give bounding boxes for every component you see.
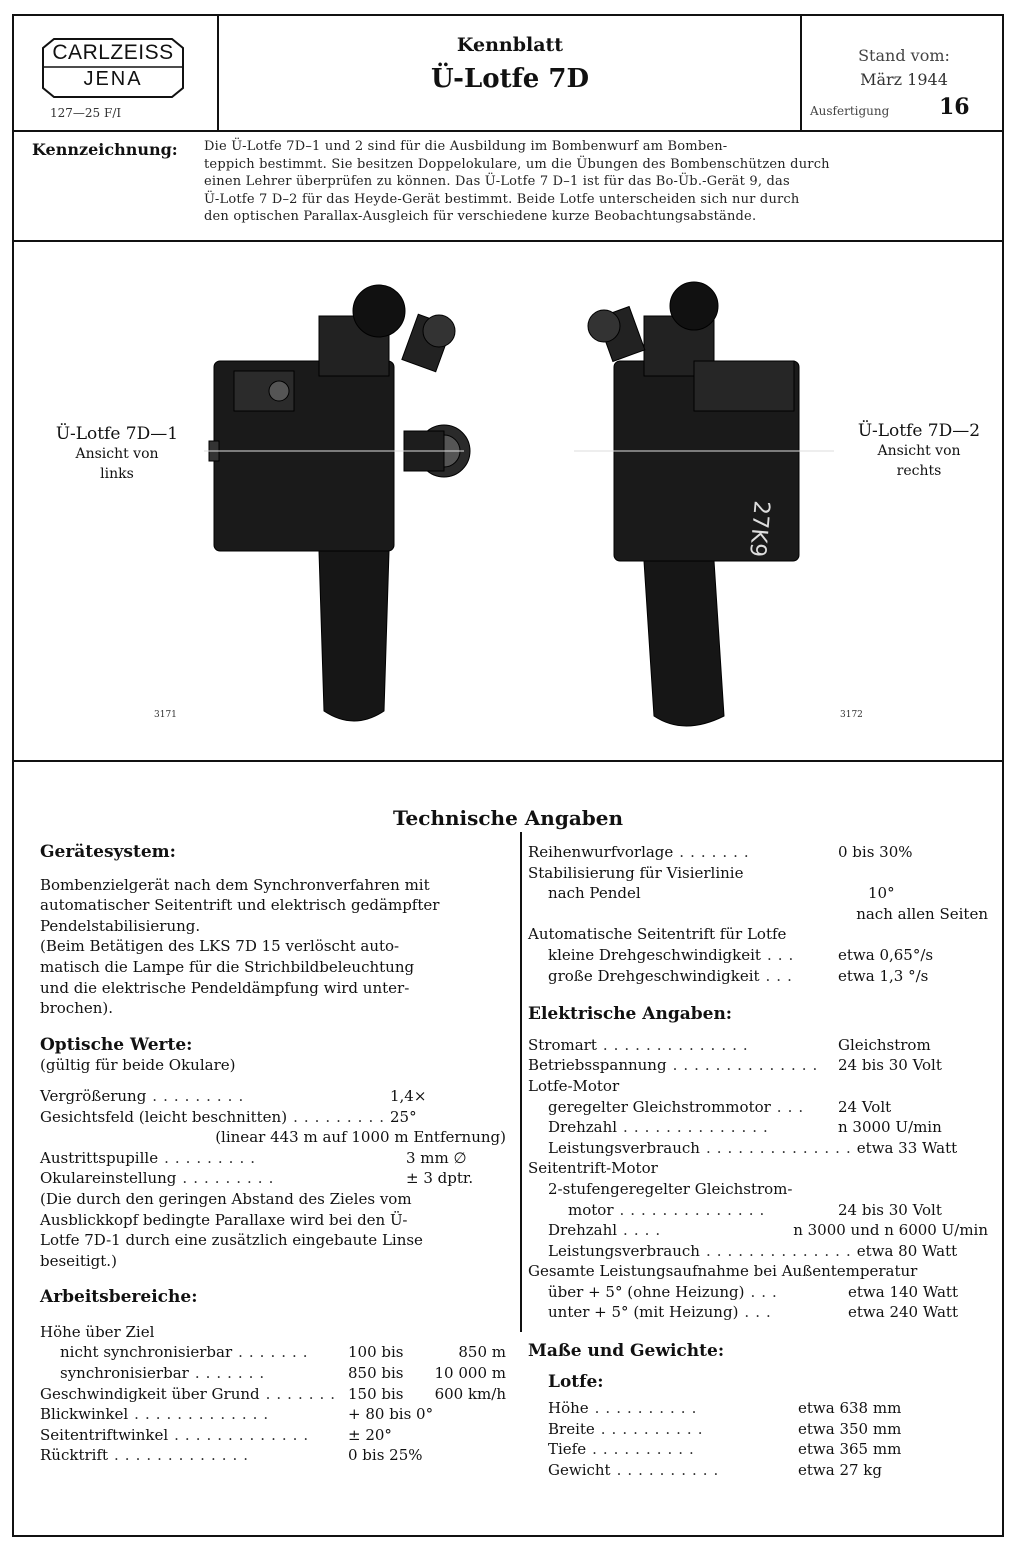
range-from: + 80 bis 0°	[348, 1405, 434, 1424]
ausfertigung-number: 16	[939, 94, 970, 120]
caption-left	[32, 424, 202, 484]
auto-label: Automatische Seitentrift für Lotfe	[528, 925, 787, 944]
spec-row: Vergrößerung ......... 1,4×	[40, 1086, 450, 1107]
photo-number-left: 3171	[154, 710, 177, 720]
spec-value: Gleichstrom	[838, 1035, 931, 1054]
spec-label: Tiefe	[548, 1440, 587, 1459]
range-from: 0 bis 25%	[348, 1446, 423, 1465]
spec-value: n 3000 und n 6000 U/min	[793, 1221, 988, 1240]
text-line: automatischer Seitentrift und elektrisch gedämpfter	[40, 896, 440, 915]
spec-row: unter + 5° (mit Heizung) ... etwa 240 Watt	[528, 1302, 988, 1323]
device-title: Ü-Lotfe 7D	[430, 64, 590, 94]
range-label: Geschwindigkeit über Grund	[40, 1384, 260, 1403]
spec-label: über + 5° (ohne Heizung)	[548, 1282, 745, 1301]
spec-label: unter + 5° (mit Heizung)	[548, 1303, 739, 1322]
spec-row: Gesichtsfeld (leicht beschnitten) ......... 25°	[40, 1107, 450, 1128]
seitentrift-motor-label: Seitentrift-Motor	[528, 1159, 658, 1178]
spec-value: 25°	[390, 1107, 417, 1126]
hoehe-label: Höhe über Ziel	[40, 1322, 155, 1341]
spec-row: Höhe .......... etwa 638 mm	[528, 1398, 928, 1419]
text-line: matisch die Lampe für die Strichbildbeleuchtung	[40, 957, 415, 976]
logo-text-bottom: JENA	[83, 68, 143, 90]
spec-label: Reihenwurfvorlage	[528, 843, 674, 861]
caption-right-title: Ü-Lotfe 7D—2	[857, 421, 981, 441]
masse-heading: Maße und Gewichte:	[528, 1341, 725, 1362]
spec-value: etwa 27 kg	[798, 1461, 883, 1480]
spec-row: Stromart .............. Gleichstrom	[528, 1035, 988, 1056]
document-code: 127—25 F/I	[50, 106, 122, 120]
spec-row: Drehzahl .... n 3000 und n 6000 U/min	[528, 1220, 988, 1241]
lotfe-sub-heading: Lotfe:	[548, 1371, 604, 1392]
kennzeichnung-line: Ü-Lotfe 7 D–2 für das Heyde-Gerät bestimmt. Beide Lotfe unterscheiden sich nur durch	[204, 191, 800, 207]
kennzeichnung-label: Kennzeichnung:	[32, 140, 178, 159]
optische-sub: (gültig für beide Okulare)	[40, 1056, 236, 1075]
spec-row: Breite .......... etwa 350 mm	[528, 1419, 928, 1440]
photo-marking-text: 27K9	[744, 499, 774, 559]
tech-title: Technische Angaben	[392, 806, 624, 830]
kennzeichnung-divider	[14, 240, 1002, 242]
photo-lotfe-7d1	[204, 271, 474, 741]
kennzeichnung-line: teppich bestimmt. Sie besitzen Doppelokulare, um die Übungen des Bombenschützen durch	[204, 156, 830, 172]
text-line: (Die durch den geringen Abstand des Zieles vom	[40, 1189, 412, 1208]
stand-label: Stand vom:	[858, 46, 950, 65]
spec-label: Leistungsverbrauch	[548, 1138, 700, 1157]
lotfe-motor-label: Lotfe-Motor	[528, 1076, 620, 1095]
spec-label: Drehzahl	[548, 1221, 618, 1240]
spec-value: etwa 350 mm	[798, 1419, 902, 1438]
arbeitsbereiche-heading: Arbeitsbereiche:	[40, 1287, 198, 1308]
caption-right-sub1: Ansicht von	[877, 443, 961, 459]
range-row: Seitentriftwinkel ............. ± 20°	[40, 1425, 506, 1446]
spec-label: Leistungsverbrauch	[548, 1241, 700, 1260]
spec-row: über + 5° (ohne Heizung) ... etwa 140 Watt	[528, 1282, 988, 1303]
photo-divider	[14, 760, 1002, 762]
spec-label: Austrittspupille	[40, 1148, 159, 1167]
spec-value: n 3000 U/min	[838, 1118, 942, 1137]
spec-row: Gewicht .......... etwa 27 kg	[528, 1460, 928, 1481]
photo-number-right: 3172	[840, 710, 863, 720]
text-line: beseitigt.)	[40, 1251, 117, 1270]
range-row: nicht synchronisierbar ....... 100 bis 850 m	[40, 1342, 506, 1363]
spec-value: etwa 80 Watt	[856, 1241, 958, 1260]
kennzeichnung-line: den optischen Parallax-Ausgleich für verschiedene kurze Beobachtungsabstände.	[204, 209, 757, 224]
stufen-label: 2-stufengeregelter Gleichstrom-	[548, 1179, 793, 1198]
stand-date: März 1944	[860, 70, 948, 89]
kennzeichnung-line: einen Lehrer überprüfen zu können. Das Ü-Lotfe 7 D–1 ist für das Bo-Üb.-Gerät 9, das	[204, 174, 790, 189]
column-divider	[520, 832, 522, 1332]
header-divider	[14, 130, 1002, 132]
range-to: 850 m	[458, 1343, 506, 1362]
linear-note: (linear 443 m auf 1000 m Entfernung)	[215, 1128, 506, 1147]
spec-label: geregelter Gleichstrommotor	[548, 1097, 771, 1116]
zeiss-logo	[42, 38, 184, 98]
logo-text-top: CARLZEISS	[52, 41, 174, 64]
tech-left-column	[40, 842, 506, 1466]
range-from: 850 bis	[348, 1364, 404, 1383]
spec-value: etwa 365 mm	[798, 1440, 902, 1459]
spec-value: etwa 638 mm	[798, 1399, 902, 1418]
photo-lotfe-7d2	[574, 271, 834, 741]
range-label: nicht synchronisierbar	[60, 1343, 233, 1362]
range-label: Blickwinkel	[40, 1405, 129, 1424]
stab-value-2: nach allen Seiten	[856, 904, 988, 923]
range-from: 100 bis	[348, 1343, 404, 1362]
spec-label: Höhe	[548, 1399, 589, 1418]
spec-label: große Drehgeschwindigkeit	[548, 966, 760, 985]
text-line: brochen).	[40, 999, 114, 1018]
spec-row: Betriebsspannung .............. 24 bis 30 Volt	[528, 1055, 988, 1076]
spec-row: Reihenwurfvorlage ....... 0 bis 30%	[528, 842, 988, 863]
spec-value: 24 bis 30 Volt	[838, 1200, 942, 1219]
range-label: Seitentriftwinkel	[40, 1425, 169, 1444]
range-from: ± 20°	[348, 1425, 392, 1444]
text-line: Lotfe 7D-1 durch eine zusätzlich eingebaute Linse	[40, 1231, 423, 1250]
gesamt-label: Gesamte Leistungsaufnahme bei Außentemperatur	[528, 1262, 918, 1281]
text-line: (Beim Betätigen des LKS 7D 15 verlöscht auto-	[40, 937, 400, 956]
optische-heading: Optische Werte:	[40, 1034, 193, 1055]
spec-row: Leistungsverbrauch .............. etwa 80 Watt	[528, 1241, 988, 1262]
caption-right-sub2: rechts	[896, 463, 942, 479]
kennzeichnung-line: Die Ü-Lotfe 7D–1 und 2 sind für die Ausbildung im Bombenwurf am Bomben-	[204, 139, 728, 154]
spec-label: motor	[568, 1200, 614, 1219]
spec-label: Stromart	[528, 1035, 597, 1054]
spec-row: geregelter Gleichstrommotor ... 24 Volt	[528, 1097, 988, 1118]
spec-row: Drehzahl .............. n 3000 U/min	[528, 1117, 988, 1138]
spec-value: etwa 1,3 °/s	[838, 966, 929, 985]
spec-value: 24 bis 30 Volt	[838, 1056, 942, 1075]
ausfertigung-label: Ausfertigung	[810, 104, 890, 118]
tech-right-column	[528, 842, 988, 1481]
text-line: Bombenzielgerät nach dem Synchronverfahren mit	[40, 875, 430, 894]
caption-left-sub1: Ansicht von	[75, 446, 159, 462]
range-to: 600 km/h	[434, 1384, 506, 1403]
spec-value: etwa 240 Watt	[848, 1303, 958, 1322]
spec-value: etwa 0,65°/s	[838, 945, 934, 964]
range-row: Rücktrift ............. 0 bis 25%	[40, 1445, 506, 1466]
range-to: 10 000 m	[434, 1364, 506, 1383]
spec-label: nach Pendel	[548, 884, 641, 903]
range-row: Geschwindigkeit über Grund ....... 150 bis 600 km/h	[40, 1384, 506, 1403]
spec-row: große Drehgeschwindigkeit ... etwa 1,3 °/s	[528, 966, 988, 987]
spec-row: Austrittspupille ......... 3 mm ∅	[40, 1148, 496, 1169]
caption-left-title: Ü-Lotfe 7D—1	[55, 424, 179, 444]
text-line: Ausblickkopf bedingte Parallaxe wird bei den Ü-	[40, 1210, 408, 1229]
stab-label: Stabilisierung für Visierlinie	[528, 863, 744, 882]
spec-label: Drehzahl	[548, 1118, 618, 1137]
elektrische-heading: Elektrische Angaben:	[528, 1004, 733, 1025]
range-from: 150 bis	[348, 1384, 404, 1403]
text-line: und die elektrische Pendeldämpfung wird unter-	[40, 978, 410, 997]
spec-value: 0 bis 30%	[838, 843, 913, 861]
spec-label: Breite	[548, 1419, 595, 1438]
data-sheet	[12, 14, 1004, 1537]
spec-value: 24 Volt	[838, 1097, 892, 1116]
range-label: Rücktrift	[40, 1446, 109, 1465]
spec-row: kleine Drehgeschwindigkeit ... etwa 0,65°/s	[528, 945, 988, 966]
spec-label: Gewicht	[548, 1461, 611, 1480]
spec-value: 3 mm ∅	[406, 1148, 467, 1167]
spec-value: ± 3 dptr.	[406, 1169, 474, 1188]
spec-row: Okulareinstellung ......... ± 3 dptr.	[40, 1168, 496, 1189]
spec-label: Betriebsspannung	[528, 1056, 667, 1075]
caption-left-sub2: links	[100, 466, 134, 482]
range-label: synchronisierbar	[60, 1364, 189, 1383]
spec-row	[528, 883, 988, 904]
kennzeichnung-text	[204, 138, 994, 226]
spec-value: etwa 140 Watt	[848, 1282, 958, 1301]
spec-value: 1,4×	[390, 1086, 427, 1105]
caption-right	[834, 421, 1004, 481]
range-row: synchronisierbar ....... 850 bis 10 000 m	[40, 1363, 506, 1384]
spec-label: Okulareinstellung	[40, 1169, 177, 1188]
spec-row: motor .............. 24 bis 30 Volt	[528, 1200, 988, 1221]
spec-value: 10°	[868, 884, 895, 903]
parallax-note	[40, 1189, 506, 1271]
spec-label: Vergrößerung	[40, 1086, 147, 1105]
spec-label: Gesichtsfeld (leicht beschnitten)	[40, 1107, 288, 1126]
text-line: Pendelstabilisierung.	[40, 916, 201, 935]
spec-value: etwa 33 Watt	[856, 1138, 958, 1157]
sheet-title: Kennblatt	[456, 34, 564, 56]
spec-row: Leistungsverbrauch .............. etwa 33 Watt	[528, 1138, 988, 1159]
range-row: Blickwinkel ............. + 80 bis 0°	[40, 1404, 506, 1425]
spec-row: Tiefe .......... etwa 365 mm	[528, 1439, 928, 1460]
spec-label: kleine Drehgeschwindigkeit	[548, 945, 761, 964]
geraetesystem-heading: Gerätesystem:	[40, 842, 176, 862]
geraetesystem-text	[40, 875, 506, 1019]
